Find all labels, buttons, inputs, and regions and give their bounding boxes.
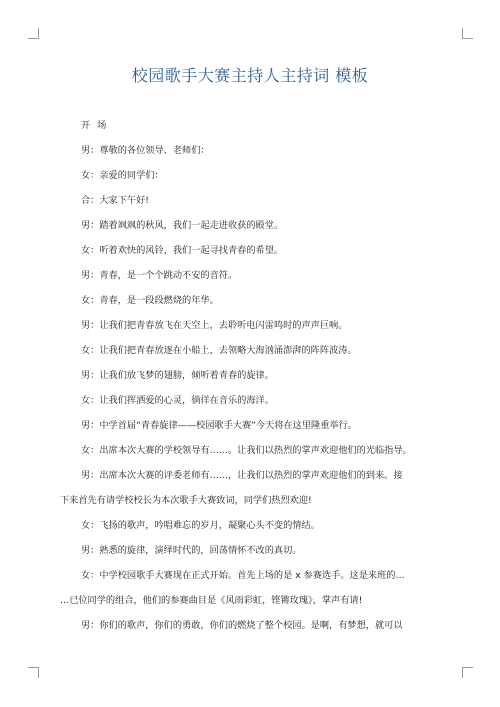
dialogue-line: 男：让我们把青春放飞在天空上，去聆听电闪雷鸣时的声声巨响。 [81,320,348,331]
dialogue-line: …已位同学的组合，他们的参赛曲目是《风雨彩虹，铿锵玫瑰》，掌声有请! [60,595,363,606]
crop-mark-top-right [462,28,473,39]
dialogue-line: 合：大家下午好! [81,195,149,206]
crop-mark-bottom-right [462,667,473,678]
dialogue-line: 女：飞扬的歌声，吟唱难忘的岁月，凝聚心头不变的情结。 [81,520,320,531]
dialogue-line: 女：亲爱的同学们： [81,170,164,181]
dialogue-line: 男：熟悉的旋律，演绎时代的，回荡情怀不改的真切。 [81,545,302,556]
dialogue-line: 男：青春，是一个个跳动不安的音符。 [81,270,238,281]
dialogue-line: 男：出席本次大赛的评委老师有……，让我们以热烈的掌声欢迎他们的到来。接 [81,470,403,481]
dialogue-line: 女：青春，是一段段燃烧的年华。 [81,295,219,306]
dialogue-line: 女：中学校园歌手大赛现在正式开始。首先上场的是 x 参赛选手。这是来班的… [81,570,405,581]
document-body [60,113,445,638]
dialogue-line: 男：尊敬的各位领导、老师们： [81,145,210,156]
crop-mark-bottom-left [28,667,39,678]
crop-mark-top-left [28,28,39,39]
dialogue-line: 男：你们的歌声，你们的勇敢，你们的燃烧了整个校园。是啊，有梦想，就可以 [81,620,403,631]
dialogue-line: 女：出席本次大赛的学校领导有……。让我们以热烈的掌声欢迎他们的光临指导。 [81,445,412,456]
dialogue-line: 女：听着欢快的风铃，我们一起寻找青春的希望。 [81,245,284,256]
document-title: 校园歌手大赛主持人主持词 模板 [131,66,369,85]
dialogue-line: 男：中学首届“青春旋律——校园歌手大赛”今天将在这里隆重举行。 [81,420,357,431]
dialogue-line: 女：让我们把青春放逐在小船上，去领略大海汹涌澎湃的阵阵波涛。 [81,345,357,356]
dialogue-line: 女：让我们挥洒爱的心灵，徜徉在音乐的海洋。 [81,395,274,406]
dialogue-line: 下来首先有请学校校长为本次歌手大赛致词，同学们热烈欢迎! [60,495,312,506]
dialogue-line: 男：让我们放飞梦的翅膀，倾听着青春的旋律。 [81,370,274,381]
section-heading: 开 场 [81,120,109,131]
dialogue-line: 男：踏着飒飒的秋风，我们一起走进收获的殿堂。 [81,220,284,231]
